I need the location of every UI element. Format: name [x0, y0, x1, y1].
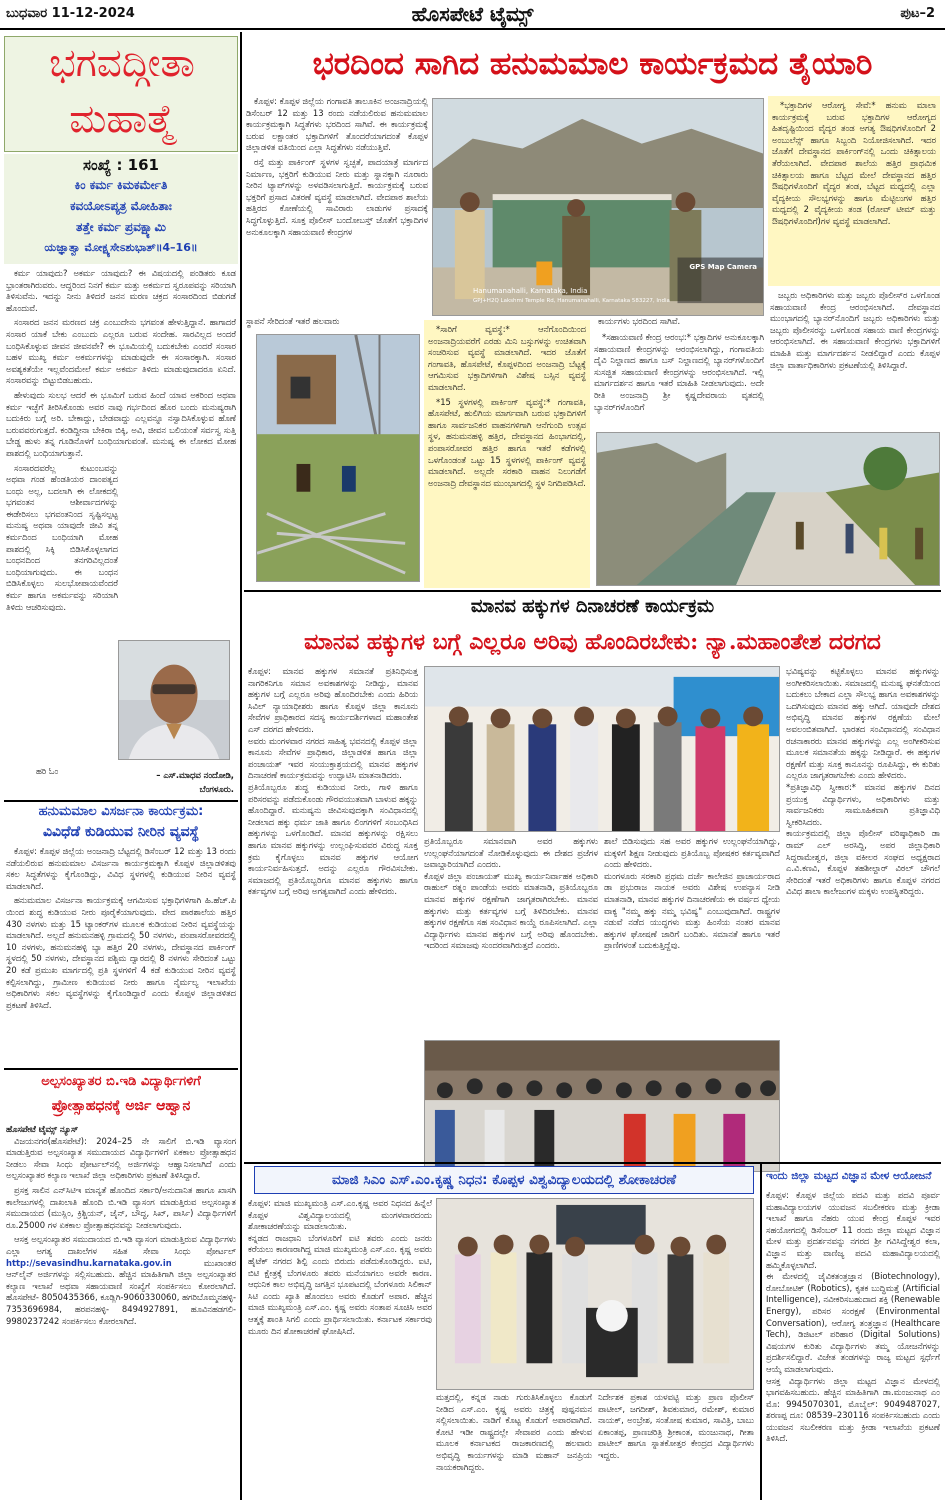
krishna-headline: ಮಾಜಿ ಸಿಎಂ ಎಸ್.ಎಂ.ಕೃಷ್ಣ ನಿಧನ: ಕೊಪ್ಪಳ ವಿಶ್ವವಿದ್ಯಾಲಯದಲ್ಲಿ ಶೋಕಾಚರಣೆ	[331, 1172, 677, 1188]
hanuma-col1-para1: ಕೊಪ್ಪಳ: ಕೊಪ್ಪಳ ಜಿಲ್ಲೆಯ ಗಂಗಾವತಿ ತಾಲೂಕಿನ ಅಂಜನಾದ್ರಿಯಲ್ಲಿ ಡಿಸೆಂಬರ್ 12 ಮತ್ತು 13 ರಂದು ನಡೆಯಲಿರುವ ಹನುಮಮಾಲ ಕಾರ್ಯಕ್ರಮಕ್ಕಾಗಿ ಸಿದ್ಧತೆಗಳು ಭರದಿಂದ ಸಾಗಿವೆ. ಈ ಕಾರ್ಯಕ್ರಮಕ್ಕೆ ಬರುವ ಲಕ್ಷಾಂತರ ಭಕ್ತಾದಿಗಳಿಗೆ ತೊಂದರೆಯಾಗದಂತೆ ಕೊಪ್ಪಳ ಜಿಲ್ಲಾಡಳಿತ ವತಿಯಿಂದ ಎಲ್ಲಾ ಸಿದ್ಧತೆಗಳು ನಡೆಯುತ್ತಿವೆ.	[246, 96, 428, 153]
scholarship-title1: ಅಲ್ಪಸಂಖ್ಯಾತರ ಬಿ.ಇಡಿ ವಿದ್ಯಾರ್ಥಿಗಳಿಗೆ	[41, 1074, 201, 1089]
scholarship-body	[6, 1124, 236, 1500]
hanuma-helpdesk-col	[594, 332, 764, 430]
gita-signoff	[6, 760, 236, 802]
rights-kicker: ಮಾನವ ಹಕ್ಕುಗಳ ದಿನಾಚರಣೆ ಕಾರ್ಯಕ್ರಮ	[470, 596, 715, 617]
scholarship-para3: ಆಸಕ್ತ ಅಲ್ಪಸಂಖ್ಯಾತರ ಸಮುದಾಯದ ಬಿ.ಇಡಿ ವ್ಯಾಸಂಗ ಮಾಡುತ್ತಿರುವ ವಿದ್ಯಾರ್ಥಿಗಳು ಎಲ್ಲಾ ಅಗತ್ಯ ದಾಖಲೆಗಳ ಸಹಿತ ಸೇವಾ ಸಿಂಧು ಪೋರ್ಟಲ್	[6, 1234, 236, 1256]
gita-shloka-line4: ಯಜ್ಞಾತ್ವಾ ಮೋಕ್ಷ್ಯಸೇಽಶುಭಾತ್॥4–16॥	[44, 241, 198, 254]
scholarship-para1: ವಿಜಯನಗರ(ಹೊಸಪೇಟೆ): 2024–25 ನೇ ಸಾಲಿಗೆ ಬಿ.ಇಡಿ ವ್ಯಾಸಂಗ ಮಾಡುತ್ತಿರುವ ಅಲ್ಪಸಂಖ್ಯಾತ ಸಮುದಾಯದ ವಿದ್ಯಾರ್ಥಿಗಳಿಗೆ ಏಕಕಾಲ ಪ್ರೋತ್ಸಾಹಧನ ನೀಡಲು ಸೇವಾ ಸಿಂಧು ಪೋರ್ಟಲ್‌ನಲ್ಲಿ ಅರ್ಜಿಗಳನ್ನು ಆಹ್ವಾನಿಸಲಾಗಿದೆ ಎಂದು ಅಲ್ಪಸಂಖ್ಯಾತರ ಕಲ್ಯಾಣ ಇಲಾಖೆ ಜಿಲ್ಲಾ ಅಧಿಕಾರಿಗಳು ಪ್ರಕಟಣೆ ತಿಳಿಸಿದ್ದಾರೆ.	[6, 1135, 236, 1181]
gita-author: – ಎಸ್.ಮಾಧವ ನಂದೋಡಿ,	[156, 770, 234, 780]
rights-photo-officials	[424, 666, 780, 832]
krishna-photo-tribute	[436, 1198, 754, 1390]
gita-para3: ಹೇಳುವುದು ಸುಲಭ ಆದರೆ ಈ ಭೂಮಿಗೆ ಬರುವ ಹಿಂದೆ ಯಾವ ಅಕರಿಂದ ಅಥವಾ ಕರ್ಮ ಇಚ್ಛೆಗೆ ತೀರಿಸಿಕೊಂಡು ಅವರ ನಾವು ಗರ್ಭದಿಂದ ಹೊರ ಬಂದು ಮನುಷ್ಯರಾಗಿ ಬದುಕಿರು ಬಗ್ಗೆ ಅರಿ. ಬೇಕಾದ್ದು, ಬೇಡವಾದ್ದು ಎಲ್ಲವನ್ನೂ ನಸ್ವಾದಿಸಿಕೊಳ್ಳುವ ಹೊಣೆ ಬರುವವರುಗುತ್ತದೆ. ಕಂಡಿದ್ದೀನಾ ಬೇಕಿರಾ ಬಿಕ್ಕಿ, ಅವಿ, ಜೀವನ ಬಲಿಯಂತೆ ಸರ್ವಸ್ವ ಸುತ್ತಿ ಬೇಡ್ಡ ಹುಳು ತನ್ನ ಗೂಡಿನೊಳಗೆ ಬಂಧಿಯಾಗುವಂತೆ. ಮನುಷ್ಯ ಈ ಲೋಕದ ಮೋಹ ಪಾಶದಲ್ಲಿ ಬಂಧಿಯಾಗುತ್ತಾನೆ.	[6, 389, 236, 458]
bottom-column-divider	[760, 1164, 762, 1500]
scholarship-title2: ಪ್ರೋತ್ಸಾಹಧನಕ್ಕೆ ಅರ್ಜಿ ಆಹ್ವಾನ	[51, 1098, 191, 1114]
gita-shloka-line2: ಕವಯೋಽಪ್ಯತ್ರ ಮೋಹಿತಾಃ	[70, 199, 172, 213]
gita-para2: ಸಂಸಾರದ ಜನನ ಮರಣದ ಚಕ್ರ ಎಂಬುದೇನು ಭಗವಂತ ಹೇಳುತ್ತಿದ್ದಾನೆ. ಹಾಗಾದರೆ ಸಂಸಾರ ಯಾಕೆ ಬೇಕು ಎಂಬುದು ಎಲ್ಲರೂ ಬರುವ ಸಂದೇಹ. ಸಾರವಿಲ್ಲದ ಅಂದರೆ ಬಂಧಿಸಿಕೊಳ್ಳುವ ಜೀವನ ಜೀವನವೇ? ಈ ಭೂಮಿಯಲ್ಲಿ ಬದುಕಬೇಕು ಎಂದರೆ ಸಂಸಾರ ಬಹಳ ಮುಖ್ಯ ಕರ್ಮ ಅಕರ್ಮಗಳನ್ನು ಮಾಡುವುದೇ ಈ ಸಂಸಾರಕ್ಕಾಗಿ. ಸಂಸಾರ ಅವಶ್ಯಕತೆಯೇ ಇಲ್ಲವೆಂದಮೇಲೆ ಕರ್ಮ ಅಕರ್ಮ ತಿಳಿದು ಮಾಡುವುದಾದರೂ ಏನಿದೆ. ಸಂಸಾರವನ್ನು ಬಿಟ್ಟುಬಿಡಬಹುದು.	[6, 317, 236, 386]
rights-col4: ಭವಿಷ್ಯವನ್ನು ಕಟ್ಟಿಕೊಳ್ಳಲು ಮಾನವ ಹಕ್ಕುಗಳನ್ನು ಅಂಗೀಕರಿಸಲಾಯಿತು. ಸಮಾಜದಲ್ಲಿ ಮನುಷ್ಯ ಘನತೆಯಿಂದ ಬದುಕಲು ಬೇಕಾದ ಎಲ್ಲಾ ಸೌಲಭ್ಯ ಹಾಗೂ ಅವಕಾಶಗಳನ್ನು ಒದಗಿಸುವುದು ಮಾನವ ಹಕ್ಕು ಆಗಿದೆ. ಯಾವುದೇ ದೇಶದ ಅಭಿವೃದ್ಧಿ ಮಾನವ ಹಕ್ಕುಗಳ ರಕ್ಷಣೆಯ ಮೇಲೆ ಅವಲಂಬಿತವಾಗಿದೆ. ಭಾರತದ ಸಂವಿಧಾನದಲ್ಲಿ ಸಂವಿಧಾನ ರಚನಾಕಾರರು ಮಾನವ ಹಕ್ಕುಗಳನ್ನು ಎಲ್ಲ ಅಂಗೀಕರಿಸುವ ಮೂಲಕ ಸಮಾನತೆಯ ಹಕ್ಕನ್ನು ನೀಡಿದ್ದಾರೆ. ಈ ಹಕ್ಕುಗಳ ರಕ್ಷಣೆಗೆ ಮತ್ತು ಸೂಕ್ತ ಕಾನೂನನ್ನು ರೂಪಿಸಿದ್ದು, ಈ ಕುರಿತು ಎಲ್ಲರೂ ಜಾಗೃತರಾಗಬೇಕು ಎಂದು ಹೇಳಿದರು. *ಪ್ರತಿಜ್ಞಾವಿಧಿ ಸ್ವೀಕಾರ:* ಮಾನವ ಹಕ್ಕುಗಳ ದಿನದ ಪ್ರಯುಕ್ತ ವಿದ್ಯಾರ್ಥಿಗಳು, ಅಧಿಕಾರಿಗಳು ಮತ್ತು ಸಾರ್ವಜನಿಕರು ಸಾಮೂಹಿಕವಾಗಿ ಪ್ರತಿಜ್ಞಾವಿಧಿ ಸ್ವೀಕರಿಸಿದರು. ಕಾರ್ಯಕ್ರಮದಲ್ಲಿ ಜಿಲ್ಲಾ ಪೊಲೀಸ್ ವರಿಷ್ಠಾಧಿಕಾರಿ ಡಾ ರಾಮ್ ಎಲ್ ಅರಸಿದ್ದಿ, ಅಪರ ಜಿಲ್ಲಾಧಿಕಾರಿ ಸಿದ್ದರಾಮೇಶ್ವರ, ಜಿಲ್ಲಾ ವಕೀಲರ ಸಂಘದ ಅಧ್ಯಕ್ಷರಾದ ಎ.ವಿ.ಕಣವಿ, ಕೊಪ್ಪಳ ತಹಶೀಲ್ದಾರ್ ವಿಠಲ್ ಚೌಗಲೆ ಸೇರಿದಂತೆ ಇತರೆ ಅಧಿಕಾರಿಗಳು ಹಾಗೂ ಕೊಪ್ಪಳ ನಗರದ ವಿವಿಧ ಶಾಲಾ ಕಾಲೇಜುಗಳ ಮಕ್ಕಳು ಉಪಸ್ಥಿತರಿದ್ದರು.	[786, 666, 940, 897]
hanuma-col1	[246, 96, 428, 308]
hanuma-col2-cont: ಕಾರ್ಯಗಳು ಭರದಿಂದ ಸಾಗಿವೆ.	[598, 316, 681, 326]
hanuma-photo-road-cleaning	[596, 432, 940, 586]
krishna-col2: ಮತ್ತದಲ್ಲಿ, ಕನ್ನಡ ನಾಡು ಗುರುತಿಸಿಕೊಳ್ಳಲು ಕೊಡುಗೆ ನೀಡಿದ ಎಸ್.ಎಂ. ಕೃಷ್ಣ ಅವರು ಚಿತ್ರಕ್ಕೆ ಪುಷ್ಪನಮನ ಸಲ್ಲಿಸಲಾಯಿತು. ನಾಡಿಗೆ ಕೊಟ್ಟ ಕೊಡುಗೆ ಅಪಾರವಾಗಿದೆ. ಕೋಟಿ ಇಡೀ ರಾಷ್ಟ್ರದಲ್ಲೇ ಸೇವಾಪರ ಎಂದು ಹೇಳುವ ಮೂಲಕ ಕರ್ನಾಟಕದ ರಾಜಕಾರಣದಲ್ಲಿ ಹಲವಾರು ಅಭಿವೃದ್ಧಿ ಕಾರ್ಯಗಳನ್ನು ಮಾಡಿ ಮಹಾನ್ ಜನಪ್ರಿಯ ನಾಯಕರಾಗಿದ್ದರು.	[436, 1392, 592, 1472]
scholarship-para2: ಪ್ರಸಕ್ತ ಸಾಲಿನ ಎನ್‌ಸಿಟಿಇ ಮಾನ್ಯತೆ ಹೊಂದಿದ ಸರ್ಕಾರಿ/ಅನುದಾನಿತ ಹಾಗೂ ಖಾಸಗಿ ಕಾಲೇಜುಗಳಲ್ಲಿ ದಾಖಲಾತಿ ಹೊಂದಿ ಬಿ.ಇಡಿ ವ್ಯಾಸಂಗ ಮಾಡುತ್ತಿರುವ ಅಲ್ಪಸಂಖ್ಯಾತ ಸಮುದಾಯದ (ಮುಸ್ಲಿಂ, ಕ್ರಿಶ್ಚಿಯನ್, ಜೈನ್, ಬೌದ್ಧ, ಸಿಖ್, ಪಾರ್ಸಿ) ವಿದ್ಯಾರ್ಥಿಗಳಿಗೆ ರೂ.25000 ಗಳ ಏಕಕಾಲ ಪ್ರೋತ್ಸಾಹಧನವನ್ನು ನೀಡಲಾಗುವುದು.	[6, 1184, 236, 1230]
hanuma-headline: ಭರದಿಂದ ಸಾಗಿದ ಹನುಮಮಾಲ ಕಾರ್ಯಕ್ರಮದ ತೈಯಾರಿ	[312, 46, 873, 82]
gita-title-line2: ಮಹಾತ್ಮೆ	[69, 97, 175, 142]
hanuma-health-box	[768, 96, 940, 286]
gita-shloka-line1: ಕಿಂ ಕರ್ಮ ಕಿಮಕರ್ಮೇತಿ	[74, 178, 168, 192]
hanuma-col4-para2: ಜಬ್ಬರು ಅಧಿಕಾರಿಗಳು ಮತ್ತು ಜಬ್ಬರು ಪೊಲೀಸ್‌ರ ಒಳಗೊಂಡ ಸಹಾಯವಾಣಿ ಕೇಂದ್ರ ಆರಂಭಿಸಲಾಗಿದೆ. ದೇವಸ್ಥಾನದ ಮುಂಭಾಗದಲ್ಲಿ ಬ್ಯಾನರ್‌ನೊಂದಿಗೆ ಜಬ್ಬರು ಅಧಿಕಾರಿಗಳು ಮತ್ತು ಜಬ್ಬರು ಪೊಲೀಸರನ್ನು ಒಳಗೊಂಡ ಸಹಾಯ ವಾಣಿ ಕೇಂದ್ರಗಳನ್ನು ಆರಂಭಿಸಲಾಗಿದೆ. ಈ ಸಹಾಯವಾಣಿ ಕೇಂದ್ರಗಳು ಭಕ್ತಾದಿಗಳಿಗೆ ಮಾಹಿತಿ ಮತ್ತು ಮಾರ್ಗದರ್ಶನ ನೀಡಲಿದ್ದಾರೆ ಎಂದು ಕೊಪ್ಪಳ ಜಿಲ್ಲಾ ವಾರ್ತಾಧಿಕಾರಿಗಳು ಪ್ರಕಟಣೆಯಲ್ಲಿ ತಿಳಿಸಿದ್ದಾರೆ.	[770, 290, 940, 370]
photo-gps-label: GPS Map Camera	[689, 263, 757, 271]
hanuma-col1-cont: ಸ್ಥಾಪನೆ ಸೇರಿದಂತೆ ಇತರೆ ಹಲವಾರು	[246, 316, 340, 326]
scholarship-para3-wrap	[6, 1234, 236, 1327]
hanuma-transport-box	[424, 320, 590, 588]
rights-col3: ಶಾಲೆ ಬಿಡಿಸುವುದು ಸಹ ಅವರ ಹಕ್ಕುಗಳ ಉಲ್ಲಂಘನೆಯಾಗಿದ್ದು, ಮಕ್ಕಳಿಗೆ ಶಿಕ್ಷಣ ನೀಡುವುದು ಪ್ರತಿಯೊಬ್ಬ ಪೋಷಕರ ಕರ್ತವ್ಯವಾಗಿದೆ ಎಂದು ಹೇಳಿದರು. ಮಂಗಳೂರು ಸರಕಾರಿ ಪ್ರಥಮ ದರ್ಜೆ ಕಾಲೇಜಿನ ಪ್ರಾಚಾರ್ಯರಾದ ಡಾ ಪ್ರಭುರಾಜ ನಾಯಕ ಅವರು ವಿಶೇಷ ಉಪನ್ಯಾಸ ನೀಡಿ ಮಾತನಾಡಿ, ಮಾನವ ಹಕ್ಕುಗಳ ದಿನಾಚರಣೆಯ ಈ ವರ್ಷದ ಧ್ಯೇಯ ವಾಕ್ಯ "ನಮ್ಮ ಹಕ್ಕು ನಮ್ಮ ಭವಿಷ್ಯ" ಎಂಬುವುದಾಗಿದೆ. ರಾಷ್ಟ್ರಗಳ ನಡುವೆ ನಡೆದ ಯುದ್ಧಗಳು ಮತ್ತು ಹಿಂಸೆಯ ನಂತರ ಮಾನವ ಹಕ್ಕುಗಳ ಘೋಷಣೆ ಜಾರಿಗೆ ಬಂದಿತು. ಸಮಾನತೆ ಹಾಗೂ ಇತರೆ ಪ್ರಾಣಿಗಳಂತೆ ಬದುಕುತ್ತಿದ್ದೆವು.	[604, 836, 780, 951]
gita-title-line1: ಭಗವದ್ಗೀತಾ	[49, 41, 195, 86]
hanuma-col4-cont	[770, 290, 940, 430]
krishna-headline-box	[254, 1166, 754, 1194]
rights-col1: ಕೊಪ್ಪಳ: ಮಾನವ ಹಕ್ಕುಗಳ ಸಮಾನತೆ ಪ್ರತಿನಿಧಿಸುತ್ತ ನಾಗರಿಕನಿಗೂ ಸಮಾನ ಅವಕಾಶಗಳನ್ನು ನೀಡಿದ್ದು, ಮಾನವ ಹಕ್ಕುಗಳ ಬಗ್ಗೆ ಎಲ್ಲರೂ ಅರಿವು ಹೊಂದಿರಬೇಕು ಎಂದು ಹಿರಿಯ ಸಿವಿಲ್ ನ್ಯಾಯಾಧೀಶರು ಹಾಗೂ ಕೊಪ್ಪಳ ಜಿಲ್ಲಾ ಕಾನೂನು ಸೇವೆಗಳ ಪ್ರಾಧಿಕಾರದ ಸದಸ್ಯ ಕಾರ್ಯದರ್ಶಿಗಳಾದ ಮಹಾಂತೇಶ ಎಸ್ ದರಗದ ಹೇಳಿದರು. ಅವರು ಮಂಗಳವಾರ ನಗರದ ಸಾಹಿತ್ಯ ಭವನದಲ್ಲಿ ಕೊಪ್ಪಳ ಜಿಲ್ಲಾ ಕಾನೂನು ಸೇವೆಗಳ ಪ್ರಾಧಿಕಾರ, ಜಿಲ್ಲಾಡಳಿತ ಹಾಗೂ ಜಿಲ್ಲಾ ಪಂಚಾಯತ್ ಇವರ ಸಂಯುಕ್ತಾಶ್ರಯದಲ್ಲಿ ಮಾನವ ಹಕ್ಕುಗಳ ದಿನಾಚರಣೆ ಕಾರ್ಯಕ್ರಮವನ್ನು ಉದ್ಘಾಟಿಸಿ ಮಾತನಾಡಿದರು. ಪ್ರತಿಯೊಬ್ಬರೂ ಶುದ್ಧ ಕುಡಿಯುವ ನೀರು, ಗಾಳಿ ಹಾಗೂ ಪರಿಸರವನ್ನು ಪಡೆದುಕೊಂಡು ಗೌರವಯುತವಾಗಿ ಬಾಳುವ ಹಕ್ಕನ್ನು ಹೊಂದಿದ್ದಾರೆ. ಮನುಷ್ಯನು ಜೀವಿಸುವುದಕ್ಕಾಗಿ ಸಂವಿಧಾನದಲ್ಲಿ ನೀಡಲಾದ ಹಕ್ಕು ಧರ್ಮ ಜಾತಿ ಹಾಗೂ ಲಿಂಗಗಳಿಗೆ ಸಂಬಂಧಿಸಿದ ಹಕ್ಕುಗಳನ್ನು ಒಳಗೊಂಡಿದೆ. ಮಾನವ ಹಕ್ಕುಗಳನ್ನು ರಕ್ಷಿಸಲು ಹಾಗೂ ಮಾನವ ಹಕ್ಕುಗಳನ್ನು ಉಲ್ಲಂಘಿಸುವವರ ವಿರುದ್ಧ ಸೂಕ್ತ ಕ್ರಮ ಕೈಗೊಳ್ಳಲು ಮಾನವ ಹಕ್ಕುಗಳ ಆಯೋಗ ಕಾರ್ಯನಿರ್ವಹಿಸುತ್ತದೆ. ಅದನ್ನು ಎಲ್ಲರೂ ಗೌರವಿಸಬೇಕು. ಸಮಾಜದಲ್ಲಿ ಪ್ರತಿಯೊಬ್ಬರಿಗೂ ಮಾನವ ಹಕ್ಕುಗಳು ಹಾಗೂ ಕರ್ತವ್ಯಗಳ ಬಗ್ಗೆ ಅರಿವು ಅಗತ್ಯವಾಗಿದೆ ಎಂದು ಹೇಳಿದರು.	[248, 666, 418, 897]
gita-title-box	[4, 36, 238, 152]
gita-closing: ಹರಿ ಓಂ	[36, 766, 59, 776]
gita-para1: ಕರ್ಮ ಯಾವುದು? ಅಕರ್ಮ ಯಾವುದು? ಈ ವಿಷಯದಲ್ಲಿ ಪಂಡಿತರು ಕೂಡ ಭ್ರಾಂತರಾಗಿರುವರು. ಆದ್ದರಿಂದ ನಿನಗೆ ಕರ್ಮ ಮತ್ತು ಅಕರ್ಮದ ಸ್ವರೂಪವನ್ನು ಸರಿಯಾಗಿ ತಿಳಿಸುವೆನು. ಇದನ್ನು ನೀನು ತಿಳಿದರೆ ಜನನ ಮರಣ ಚಕ್ರದ ಸಂಸಾರದಿಂದ ಬಿಡುಗಡೆ ಹೊಂದುವೆ.	[6, 268, 236, 313]
hanuma-photo-pipeworks	[256, 334, 420, 582]
newspaper-name: ಹೊಸಪೇಟೆ ಟೈಮ್ಸ್	[411, 2, 534, 26]
gita-number: ಸಂಖ್ಯೆ : 161	[83, 156, 159, 174]
hanuma-parking-para: *15 ಸ್ಥಳಗಳಲ್ಲಿ ಪಾರ್ಕಿಂಗ್ ವ್ಯವಸ್ಥೆ:* ಗಂಗಾವತಿ, ಹೊಸಪೇಟೆ, ಹುಲಿಗಿಯ ಮಾರ್ಗವಾಗಿ ಬರುವ ಭಕ್ತಾದಿಗಳಿಗೆ ಹಾಗೂ ಸಾರ್ವಜನಿಕರ ವಾಹನಗಳಿಗಾಗಿ ಆನೆಗುಂದಿ ಉತ್ಸವ ಸ್ಥಳ, ಹನುಮನಹಳ್ಳಿ ಹತ್ತಿರ, ದೇವಸ್ಥಾನದ ಹಿಂಭಾಗದಲ್ಲಿ, ಪಂಪಾಸರೋವರ ಹತ್ತಿರ ಹಾಗೂ ಇತರೆ ಕಡೆಗಳಲ್ಲಿ ಒಳಗೊಂಡಂತೆ ಒಟ್ಟು 15 ಸ್ಥಳಗಳಲ್ಲಿ ಪಾರ್ಕಿಂಗ್ ವ್ಯವಸ್ಥೆ ಮಾಡಲಾಗಿದೆ. ಅಲ್ಲದೇ ಸರಕಾರಿ ವಾಹನ ನಿಲುಗಡೆಗೆ ಅಂಜನಾದ್ರಿ ದೇವಸ್ಥಾನದ ಮುಂಭಾಗದಲ್ಲಿ ಸ್ಥಳ ನಿಗದಿಪಡಿಸಿದೆ.	[428, 396, 586, 488]
rights-photo-students	[424, 1040, 780, 1172]
scholarship-para3b: ಮುಖಾಂತರ ಆನ್‌ಲೈನ್ ಅರ್ಜಿಗಳನ್ನು ಸಲ್ಲಿಸಬಹುದು. ಹೆಚ್ಚಿನ ಮಾಹಿತಿಗಾಗಿ ಜಿಲ್ಲಾ ಅಲ್ಪಸಂಖ್ಯಾತರ ಕಲ್ಯಾಣ ಇಲಾಖೆ ಅಥವಾ ಸಹಾಯವಾಣಿ ಸಂಖ್ಯೆಗೆ ಸಂಪರ್ಕಿಸಲು ಕೋರಲಾಗಿದೆ. ಹೊಸಪೇಟೆ- 8050435366, ಕೂಡ್ಲಿಗಿ-9060330060, ಹಗರಿಬೊಮ್ಮನಹಳ್ಳಿ- 7353696984, ಹರಪನಹಳ್ಳಿ- 8494927891, ಹೂವಿನಹಡಗಲಿ- 9980237242 ಸಂಪರ್ಕಿಸಲು ಕೋರಲಾಗಿದೆ.	[6, 1257, 236, 1326]
krishna-col3: ನಿರ್ದೇಶಕ ಪ್ರಕಾಶ ಯಳವಟ್ಟಿ ಮತ್ತು ಪ್ರಾಣ ಪೊಲೀಸ್ ಪಾಟೀಲ್, ಜಗದೀಶ್, ಶಿವಕುಮಾರ, ರಮೇಶ್, ಕುಮಾರ ನಾಯಕ್, ಅಂಬ್ರೇಶ, ಸಂತೋಷ ಕುಮಾರ, ಸಾವಿತ್ರಿ, ಬಾಬು ಏಕಾಂತಪ್ಪ, ಪ್ರಾಣಚರಿತ್ರಿ ಶ್ರೀಕಾಂತ, ಮಂಜುನಾಥ, ಗೀತಾ ಪಾಟೀಲ್ ಹಾಗೂ ಸ್ನಾತಕೋತ್ತರ ಕೇಂದ್ರದ ವಿದ್ಯಾರ್ಥಿಗಳು ಇದ್ದರು.	[598, 1392, 754, 1460]
issue-date: ಬುಧವಾರ 11-12-2024	[6, 6, 135, 21]
visarjane-title2: ವಿವಿಧೆಡೆ ಕುಡಿಯುವ ನೀರಿನ ವ್ಯವಸ್ಥೆ	[42, 824, 200, 840]
science-body: ಕೊಪ್ಪಳ: ಕೊಪ್ಪಳ ಜಿಲ್ಲೆಯ ಪದವಿ ಮತ್ತು ಪದವಿ ಪೂರ್ವ ಮಹಾವಿದ್ಯಾಲಯಗಳ ಯುವಜನ ಸಬಲೀಕರಣ ಮತ್ತು ಕ್ರೀಡಾ ಇಲಾಖೆ ಹಾಗೂ ನೆಹರು ಯುವ ಕೇಂದ್ರ ಕೊಪ್ಪಳ ಇವರ ಸಹಯೋಗದಲ್ಲಿ ಡಿಸೆಂಬರ್ 11 ರಂದು ಜಿಲ್ಲಾ ಮಟ್ಟದ ವಿಜ್ಞಾನ ಮೇಳ ಮತ್ತು ಪ್ರದರ್ಶನವನ್ನು ನಗರದ ಶ್ರೀ ಗವಿಸಿದ್ದೇಶ್ವರ ಕಲಾ, ವಿಜ್ಞಾನ ಮತ್ತು ವಾಣಿಜ್ಯ ಪದವಿ ಮಹಾವಿದ್ಯಾಲಯದಲ್ಲಿ ಹಮ್ಮಿಕೊಳ್ಳಲಾಗಿದೆ. ಈ ಮೇಳದಲ್ಲಿ ಜೈವಿಕತಂತ್ರಜ್ಞಾನ (Biotechnology), ರೋಬೋಟಿಕ್ (Robotics), ಕೃತಕ ಬುದ್ಧಿಮತ್ತೆ (Artificial Intelligence), ನವೀಕರಿಸಬಹುದಾದ ಶಕ್ತಿ (Renewable Energy), ಪರಿಸರ ಸಂರಕ್ಷಣೆ (Environmental Conversation), ಆರೋಗ್ಯ ತಂತ್ರಜ್ಞಾನ (Healthcare Tech), ಡಿಜಿಟಲ್ ಪರಿಹಾರ (Digital Solutions) ವಿಷಯಗಳ ಕುರಿತು ವಿದ್ಯಾರ್ಥಿಗಳು ತಮ್ಮ ಯೋಜನೆಗಳನ್ನು ಪ್ರದರ್ಶಿಸಲಿದ್ದಾರೆ. ವಿಜೇತ ತಂಡಗಳನ್ನು ರಾಜ್ಯ ಮಟ್ಟದ ಸ್ಪರ್ಧೆಗೆ ಆಯ್ಕೆ ಮಾಡಲಾಗುವುದು. ಆಸಕ್ತ ವಿದ್ಯಾರ್ಥಿಗಳು ಜಿಲ್ಲಾ ಮಟ್ಟದ ವಿಜ್ಞಾನ ಮೇಳದಲ್ಲಿ ಭಾಗವಹಿಸಬಹುದು. ಹೆಚ್ಚಿನ ಮಾಹಿತಿಗಾಗಿ ಡಾ.ಮಂಜುನಾಥ ಎಂ ಮೊ: 9945070301, ಮೊಬೈಲ್: 9049487027, ಶರಣಪ್ಪ ದೂ: 08539–230116 ಸಂಪರ್ಕಿಸಬಹುದು ಎಂದು ಯುವಜನ ಸಬಲೀಕರಣ ಮತ್ತು ಕ್ರೀಡಾ ಇಲಾಖೆಯ ಪ್ರಕಟಣೆ ತಿಳಿಸಿದೆ.	[766, 1190, 940, 1444]
hanuma-helpdesk-para: *ಸಹಾಯವಾಣಿ ಕೇಂದ್ರ ಆರಂಭ:* ಭಕ್ತಾದಿಗಳ ಅನುಕೂಲಕ್ಕಾಗಿ ಸಹಾಯವಾಣಿ ಕೇಂದ್ರಗಳನ್ನು ಆರಂಭಿಸಲಾಗಿದ್ದು, ಗಂಗಾವತಿಯ ದೈವಿ ನಿಲ್ದಾಣದ ಹಾಗೂ ಬಸ್ ನಿಲ್ದಾಣದಲ್ಲಿ ಬ್ಯಾನರ್‌ಗಳೊಂದಿಗೆ ಸುಸಜ್ಜಿತ ಸಹಾಯವಾಣಿ ಕೇಂದ್ರಗಳನ್ನು ಆರಂಭಿಸಲಾಗಿದೆ. ಇಲ್ಲಿ ಮಾರ್ಗದರ್ಶನ ಹಾಗೂ ಇತರೆ ಮಾಹಿತಿ ನೀಡಲಾಗುವುದು. ಅದೇ ರೀತಿ ಅಂಜನಾದ್ರಿ ಶ್ರೀ ಕೃಷ್ಣದೇವರಾಯ ವೃತದಲ್ಲಿ ಬ್ಯಾನರ್‌ಗಳೊಂದಿಗೆ	[594, 332, 764, 412]
visarjane-title1: ಹನುಮಮಾಲ ವಿಸರ್ಜನಾ ಕಾರ್ಯಕ್ರಮ:	[38, 804, 204, 819]
hanuma-col1-para2: ರಸ್ತೆ ಮತ್ತು ಪಾರ್ಕಿಂಗ್ ಸ್ಥಳಗಳ ಸ್ವಚ್ಛತೆ, ಪಾದಯಾತ್ರೆ ಮಾರ್ಗದ ನಿರ್ಮಾಣ, ಭಕ್ತರಿಗೆ ಕುಡಿಯುವ ನೀರು ಮತ್ತು ಸ್ನಾನಕ್ಕಾಗಿ ನೂರಾರು ನೀರಿನ ಟ್ಯಾಪ್‌ಗಳನ್ನು ಅಳವಡಿಸಲಾಗುತ್ತಿದೆ. ಕಾರ್ಯಕ್ರಮಕ್ಕೆ ಬರುವ ಭಕ್ತರಿಗೆ ಪ್ರಸಾದ ವಿತರಣೆ ವ್ಯವಸ್ಥೆ ಮಾಡಲಾಗಿದೆ. ವೇದಪಾಠ ಶಾಲೆಯ ಹತ್ತಿರದ ಕೋಣೆಯಲ್ಲಿ ಸಾವಿರಾರು ಲಾಡುಗಳ ಪ್ರಸಾದಕ್ಕೆ ಸಿದ್ಧಗೊಳ್ಳುತ್ತಿದೆ. ಸೂಕ್ತ ಪೊಲೀಸ್ ಬಂದೋಬಸ್ತ್ ಜೊತೆಗೆ ಭಕ್ತಾದಿಗಳ ಅನುಕೂಲಕ್ಕಾಗಿ ಸಹಾಯವಾಣಿ ಕೇಂದ್ರಗಳ	[246, 156, 428, 237]
page-number: ಪುಟ–2	[900, 6, 935, 21]
section-divider-rights	[244, 590, 941, 592]
rights-headline: ಮಾನವ ಹಕ್ಕುಗಳ ಬಗ್ಗೆ ಎಲ್ಲರೂ ಅರಿವು ಹೊಂದಿರಬೇಕು: ನ್ಯಾ.ಮಹಾಂತೇಶ ದರಗದ	[304, 629, 881, 655]
gita-body	[6, 268, 236, 638]
visarjane-para1: ಕೊಪ್ಪಳ: ಕೊಪ್ಪಳ ಜಿಲ್ಲೆಯ ಅಂಜನಾದ್ರಿ ಬೆಟ್ಟದಲ್ಲಿ ಡಿಸೆಂಬರ್ 12 ಮತ್ತು 13 ರಂದು ನಡೆಯಲಿರುವ ಹನುಮಮಾಲ ವಿಸರ್ಜನಾ ಕಾರ್ಯಕ್ರಮಕ್ಕಾಗಿ ಕೊಪ್ಪಳ ಜಿಲ್ಲಾಡಳಿತವು ಸಕಲ ಸಿದ್ಧತೆಗಳನ್ನು ಕೈಗೊಂಡಿದ್ದು, ವಿವಿಧ ಸ್ಥಳಗಳಲ್ಲಿ ಕುಡಿಯುವ ನೀರಿನ ವ್ಯವಸ್ಥೆ ಮಾಡಲಾಗಿದೆ.	[6, 846, 236, 891]
krishna-col1: ಕೊಪ್ಪಳ: ಮಾಜಿ ಮುಖ್ಯಮಂತ್ರಿ ಎಸ್.ಎಂ.ಕೃಷ್ಣ ಅವರ ನಿಧನದ ಹಿನ್ನೆಲೆ ಕೊಪ್ಪಳ ವಿಶ್ವವಿದ್ಯಾಲಯದಲ್ಲಿ ಮಂಗಳವಾರದಂದು ಶೋಕಾಚರಣೆಯನ್ನು ಮಾಡಲಾಯಿತು. ಕನ್ನಡದ ರಾಜಧಾನಿ ಬೆಂಗಳೂರಿಗೆ ಐಟಿ ತವರು ಎಂದು ಜನರು ಕರೆಯಲು ಕಾರಣರಾಗಿದ್ದ ಮಾಜಿ ಮುಖ್ಯಮಂತ್ರಿ ಎಸ್.ಎಂ. ಕೃಷ್ಣ ಅವರು ಹೈಟೆಕ್ ನಗರದ ಶಿಲ್ಪಿ ಎಂದು ಬಿರುದು ಪಡೆದುಕೊಂಡಿದ್ದರು. ಐಟಿ, ಬಿಟಿ ಕ್ಷೇತ್ರಕ್ಕೆ ಬೆಂಗಳೂರು ತವರು ಮನೆಯಾಗಲು ಅವರೇ ಕಾರಣ. ಆಧುನಿಕ ಕಾಲ ಅಭಿವೃದ್ಧಿ ಜಗತ್ತಿನ ಭೂಪಟದಲ್ಲಿ ಬೆಂಗಳೂರು ಸಿಲಿಕಾನ್ ಸಿಟಿ ಎಂದು ಖ್ಯಾತಿ ಹೊಂದಲು ಅವರು ಕೊಡುಗೆ ಅಪಾರ. ಹೆಚ್ಚಿನ ಮಾಜಿ ಮುಖ್ಯಮಂತ್ರಿ ಎಸ್.ಎಂ. ಕೃಷ್ಣ ಅವರು ಸಂತಾಪ ಸೂಚಿಸಿ ಅವರ ಆತ್ಮಕ್ಕೆ ಶಾಂತಿ ಸಿಗಲಿ ಎಂದು ಪ್ರಾರ್ಥಿಸಲಾಯಿತು. ಕರ್ನಾಟಕ ಸರ್ಕಾರವು ಮೂರು ದಿನ ಶೋಕಾಚರಣೆ ಘೋಷಿಸಿದೆ.	[248, 1198, 432, 1336]
visarjane-headline	[4, 802, 238, 844]
scholarship-byline: ಹೊಸಪೇಟೆ ಟೈಮ್ಸ್ ನ್ಯೂಸ್	[6, 1124, 79, 1134]
hanuma-health-para: *ಭಕ್ತಾದಿಗಳ ಆರೋಗ್ಯ ಸೇವೆ:* ಹನುಮ ಮಾಲಾ ಕಾರ್ಯಕ್ರಮಕ್ಕೆ ಬರುವ ಭಕ್ತಾದಿಗಳ ಆರೋಗ್ಯದ ಹಿತದೃಷ್ಟಿಯಿಂದ ವೈದ್ಯರ ತಂಡ ಅಗತ್ಯ ಔಷಧಿಗಳೊಂದಿಗೆ 2 ಅಂಬುಲೆನ್ಸ್ ಹಾಗೂ ಸಿಬ್ಬಂದಿ ನಿಯೋಜಿಸಲಾಗಿದೆ. ಇದರ ಜೊತೆಗೆ ದೇವಸ್ಥಾನದ ಪಾರ್ಕಿಂಗ್‌ನಲ್ಲಿ ಒಂದು ಚಿಕಿತ್ಸಾಲಯ ತೆರೆಯಲಾಗಿದೆ. ವೇದಪಾಠ ಶಾಲೆಯ ಹತ್ತಿರ ಪ್ರಾಥಮಿಕ ಚಿಕಿತ್ಸಾಲಯ ಹಾಗೂ ಬೆಟ್ಟದ ಮೇಲೆ ದೇವಸ್ಥಾನದ ಹತ್ತಿರ ಔಷಧಿಗಳೊಂದಿಗೆ ವೈದ್ಯರ ತಂಡ, ಬೆಟ್ಟದ ಮಧ್ಯದಲ್ಲಿ ಎಲ್ಲಾ ವೈದ್ಯಕೀಯ ಸೌಲಭ್ಯಗಳನ್ನು ಹಾಗೂ ಮೆಟ್ಟಿಲುಗಳ ಹತ್ತಿರ ಮಧ್ಯದಲ್ಲಿ 2 ವೈದ್ಯಕೀಯ ತಂಡ (ರೋವ್ ಟೀಮ್ ಮತ್ತು ಔಷಧಿಗಳೊಂದಿಗೆ)ಗಳ ವ್ಯವಸ್ಥೆ ಮಾಡಲಾಗಿದೆ.	[772, 100, 936, 226]
masthead	[0, 0, 945, 30]
scholarship-headline	[4, 1070, 238, 1122]
visarjane-body	[6, 846, 236, 1066]
photo-gps-place: Hanumanahalli, Karnataka, India	[473, 287, 588, 295]
visarjane-para2: ಹನುಮಮಾಲ ವಿಸರ್ಜನಾ ಕಾರ್ಯಕ್ರಮಕ್ಕೆ ಆಗಮಿಸುವ ಭಕ್ತಾಧಿಗಳಿಗಾಗಿ ಹಿ.ಹೆಚ್.ಪಿ ಯಿಂದ ಶುದ್ಧ ಕುಡಿಯುವ ನೀರು ಪೂರೈಕೆಯಾಗುವುದು. ವೇದ ಪಾಠಶಾಲೆಯ ಹತ್ತಿರ 430 ನಳಗಳು ಮತ್ತು 15 ಟ್ಯಾಂಕರ್‌ಗಳ ಮೂಲಕ ಕುಡಿಯುವ ನೀರಿನ ವ್ಯವಸ್ಥೆಯನ್ನು ಮಾಡಲಾಗಿದೆ. ಅಲ್ಲದೆ ಹನುಮನಹಳ್ಳಿ ಗ್ರಾಮದಲ್ಲಿ 50 ನಳಗಳು, ಪಂಪಾಸರೋವರದಲ್ಲಿ 10 ನಳಗಳು, ಹನುಮನಹಳ್ಳಿ ಬ್ಯಾ ಹತ್ತಿರ 20 ನಳಗಳು, ದೇವಸ್ಥಾನದ ಪಾರ್ಕಿಂಗ್ ಸ್ಥಳದಲ್ಲಿ 50 ನಳಗಳು, ದೇವಸ್ಥಾನದ ಪಶ್ಚಿಮ ದ್ವಾರದಲ್ಲಿ 8 ನಳಗಳು ಸೇರಿದಂತೆ ಒಟ್ಟು 20 ಕಡೆ ಪ್ರಮುಖ ಮಾರ್ಗದಲ್ಲಿ ಪ್ರತಿ ಸ್ಥಳಗಳಿಗೆ 4 ಕಡೆ ಕುಡಿಯುವ ನೀರಿನ ವ್ಯವಸ್ಥೆ ಕಲ್ಪಿಸಲಾಗಿದ್ದು, ಗ್ರಾಮೀಣ ಕುಡಿಯುವ ನೀರು ಹಾಗೂ ನೈರ್ಮಲ್ಯ ಇಲಾಖೆಯ ಅಧಿಕಾರಿಗಳು ಸಕಲ ವ್ಯವಸ್ಥೆಗಳನ್ನು ಕೈಗೊಂಡಿದ್ದಾರೆ ಎಂದು ಕೊಪ್ಪಳ ಜಿಲ್ಲಾಡಳಿತದ ಪ್ರಕಟಣೆ ತಿಳಿಸಿದೆ.	[6, 895, 236, 1010]
gita-place: ಬೆಂಗಳೂರು.	[199, 784, 234, 794]
left-column-divider	[240, 32, 242, 1500]
photo-gps-address: GPJ+H2Q Lakshmi Temple Rd, Hanumanahalli, Karnataka 583227, India	[473, 298, 670, 304]
author-photo	[118, 640, 230, 760]
rights-col2: ಪ್ರತಿಯೊಬ್ಬರೂ ಸಮಾನವಾಗಿ ಅವರ ಹಕ್ಕುಗಳು ಉಲ್ಲಂಘನೆಯಾಗದಂತೆ ನೋಡಿಕೊಳ್ಳುವುದು ಈ ದೇಶದ ಪ್ರಜೆಗಳ ಜವಾಬ್ದಾರಿಯಾಗಿದೆ ಎಂದರು. ಕೊಪ್ಪಳ ಜಿಲ್ಲಾ ಪಂಚಾಯತ್ ಮುಖ್ಯ ಕಾರ್ಯನಿರ್ವಾಹಕ ಅಧಿಕಾರಿ ರಾಹುಲ್ ರತ್ನಂ ಪಾಂಡೆಯ ಅವರು ಮಾತನಾಡಿ, ಪ್ರತಿಯೊಬ್ಬರೂ ಮಾನವ ಹಕ್ಕುಗಳ ರಕ್ಷಣೆಗಾಗಿ ಜಾಗೃತರಾಗಿರಬೇಕು. ಮಾನವ ಹಕ್ಕುಗಳು ಮತ್ತು ಕರ್ತವ್ಯಗಳ ಬಗ್ಗೆ ತಿಳಿದಿರಬೇಕು. ಮಾನವ ಹಕ್ಕುಗಳ ರಕ್ಷಣೆಗೂ ಸಹ ಸಂವಿಧಾನ ಕಾಯ್ದೆ ರೂಪಿಸಲಾಗಿದೆ. ಎಲ್ಲಾ ವಿದ್ಯಾರ್ಥಿಗಳು ಮಾನವ ಹಕ್ಕುಗಳ ಬಗ್ಗೆ ಅರಿವು ಹೊಂದಬೇಕು. ಇದರಿಂದ ಸಮಾಜವು ಸುಂದರವಾಗಿರುತ್ತದೆ ಎಂದರು.	[424, 836, 598, 951]
hanuma-transport-para: *ಸಾರಿಗೆ ವ್ಯವಸ್ಥೆ:* ಆನೆಗೊಂದಿಯಿಂದ ಅಂಜನಾದ್ರಿಯವರೆಗೆ ಎರಡು ಮಿನಿ ಬಸ್ಸುಗಳನ್ನು ಉಚಿತವಾಗಿ ಸಂಚರಿಸುವ ವ್ಯವಸ್ಥೆ ಮಾಡಲಾಗಿದೆ. ಇದರ ಜೊತೆಗೆ ಗಂಗಾವತಿ, ಹೊಸಪೇಟೆ, ಕೊಪ್ಪಳದಿಂದ ಅಂಜನಾದ್ರಿ ಬೆಟ್ಟಕ್ಕೆ ಆಗಮಿಸುವ ಭಕ್ತಾದಿಗಳಿಗಾಗಿ ವಿಶೇಷ ಬಸ್ಸಿನ ವ್ಯವಸ್ಥೆ ಮಾಡಲಾಗಿದೆ.	[428, 324, 586, 392]
section-divider-bottom	[244, 1162, 941, 1164]
science-headline: ಇಂದು ಜಿಲ್ಲಾ ಮಟ್ಟದ ವಿಜ್ಞಾನ ಮೇಳ ಆಯೋಜನೆ	[766, 1170, 932, 1182]
scholarship-url[interactable]: http://sevasindhu.karnataka.gov.in	[6, 1257, 172, 1268]
gita-shloka-line3: ತತ್ತೇ ಕರ್ಮ ಪ್ರವಕ್ಷ್ಯಾಮಿ	[75, 220, 167, 234]
gita-shloka-block	[4, 154, 238, 264]
gita-para4: ಸಂಸಾರದವರೆಲ್ಲ ಕುಟುಂಬವನ್ನು ಅಥವಾ ಗಂಡ ಹೆಂಡತಿಯರ ದಾಂಪತ್ಯದ ಬಂಧು ಅಲ್ಲ, ಬದಲಾಗಿ ಈ ಲೋಕದಲ್ಲಿ ಭಗವಂತನ ಆಶೀರ್ವಾದಗಳನ್ನು ಈಡೇರಿಸಲು ಭಗವಂತನಿಂದ ಸೃಷ್ಟಿಸಲ್ಪಟ್ಟ ಮನುಷ್ಯ ಅಥವಾ ಯಾವುದೇ ಜೀವಿ ತನ್ನ ಕರ್ಮದಿಂದ ಬಂಧಿಯಾಗಿ ಮೋಹ ಪಾಶದಲ್ಲಿ ಸಿಕ್ಕಿ ಬಿಡಿಸಿಕೊಳ್ಳಲಾಗದ ಬಂಧನದಿಂದ ತನಗರಿವಿಲ್ಲದಂತೆ ಬಂಧಿಯಾಗುವುದು. ಈ ಬಂಧನ ಬಿಡಿಸಿಕೊಳ್ಳಲು ಸುಲಭೋಪಾಯವೆಂದರೆ ಕರ್ಮ ಹಾಗೂ ಅಕರ್ಮವನ್ನು ಸರಿಯಾಗಿ ತಿಳಿದು ಆಚರಿಸುವುದು.	[6, 462, 118, 612]
hanuma-photo-officers	[432, 98, 764, 316]
